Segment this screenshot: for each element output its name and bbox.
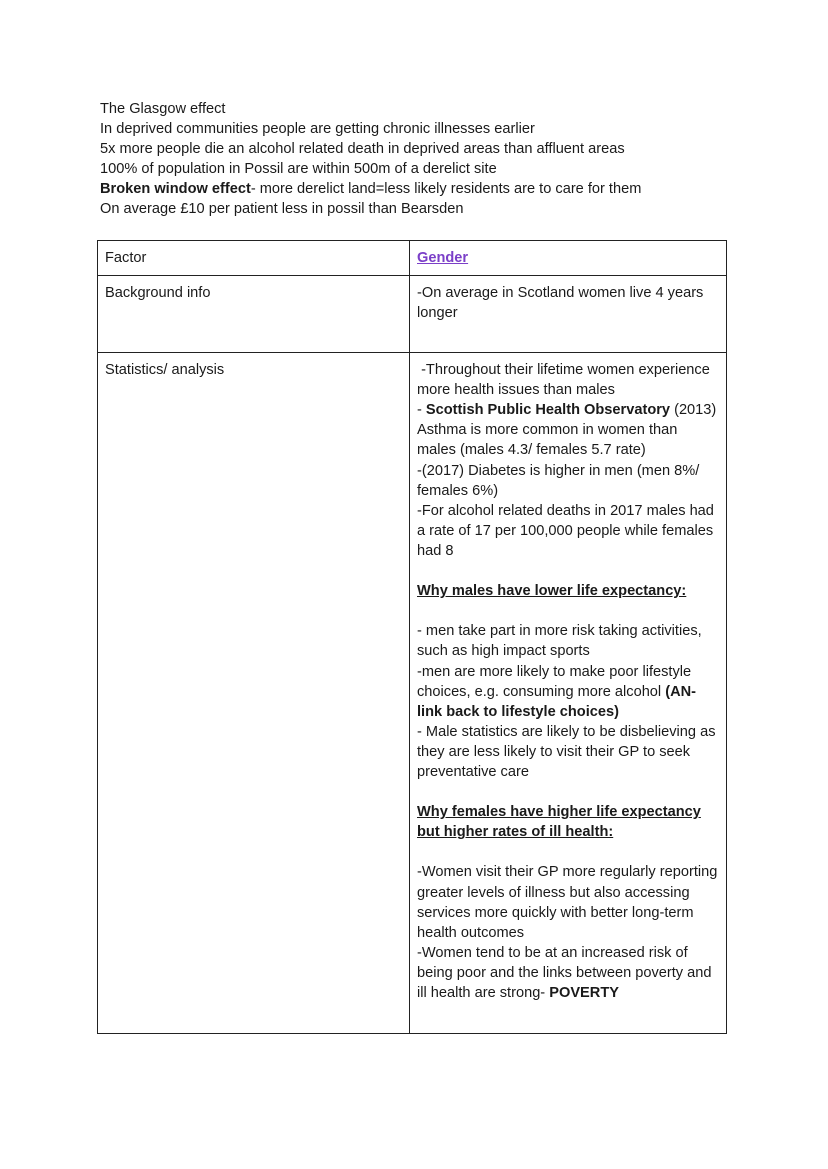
spacer: [417, 782, 719, 802]
table-row-header: [98, 241, 727, 276]
factor-label: Factor: [105, 250, 147, 266]
males-point-gp: - Male statistics are likely to be disbelieving as they are less likely to visit their GP to seek preventative care: [417, 723, 716, 780]
intro-line-possil: 100% of population in Possil are within 500m of a derelict site: [100, 161, 497, 178]
factor-label-cell: [98, 241, 410, 276]
stat-asthma-text: (2013) Asthma is more common in women than males (males 4.3/ females 5.7 rate): [417, 402, 717, 459]
females-point-poverty: [417, 943, 719, 1003]
gender-factor-table: [97, 240, 727, 1034]
background-text: -On average in Scotland women live 4 years longer: [417, 285, 704, 322]
background-label-cell: [98, 276, 410, 353]
males-point-risk: - men take part in more risk taking activities, such as high impact sports: [417, 623, 702, 660]
males-point-lifestyle: [417, 662, 719, 722]
spacer: [417, 601, 719, 621]
stat-alcohol-deaths: -For alcohol related deaths in 2017 males had a rate of 17 per 100,000 people while females had 8: [417, 502, 714, 559]
spacer: [417, 842, 719, 862]
females-heading: Why females have higher life expectancy but higher rates of ill health:: [417, 804, 701, 841]
table-row-statistics: [98, 353, 727, 1034]
statistics-label-cell: [98, 353, 410, 1034]
spacer: [417, 561, 719, 581]
intro-line-title: The Glasgow effect: [100, 101, 226, 117]
stat-diabetes: -(2017) Diabetes is higher in men (men 8%/ females 6%): [417, 462, 700, 499]
stat-asthma-prefix: -: [417, 402, 426, 419]
intro-notes: [100, 99, 760, 220]
males-heading: Why males have lower life expectancy:: [417, 583, 687, 600]
females-point-gp: -Women visit their GP more regularly reporting greater levels of illness but also accessing services more quickly with better long-term health outcomes: [417, 864, 718, 941]
intro-line-alcohol: 5x more people die an alcohol related death in deprived areas than affluent areas: [100, 141, 625, 158]
stat-source-name: Scottish Public Health Observatory: [425, 402, 671, 419]
background-label: Background info: [105, 285, 211, 302]
intro-line-broken-window: [100, 179, 760, 199]
factor-value-cell: [410, 241, 727, 276]
males-lifestyle-text: -men are more likely to make poor lifestyle choices, e.g. consuming more alcohol: [417, 663, 692, 700]
stat-lifetime-issues: -Throughout their lifetime women experience more health issues than males: [417, 362, 714, 399]
statistics-label: Statistics/ analysis: [105, 362, 225, 379]
stat-asthma: [417, 400, 719, 460]
intro-line-funding: On average £10 per patient less in possil than Bearsden: [100, 201, 464, 218]
background-text-cell: [410, 276, 727, 353]
males-lifestyle-note: (AN- link back to lifestyle choices): [417, 683, 697, 720]
poverty-keyword: POVERTY: [549, 985, 619, 1001]
broken-window-term: Broken window effect: [100, 181, 251, 198]
table-row-background: [98, 276, 727, 353]
statistics-content-cell: [410, 353, 727, 1034]
females-poverty-text: -Women tend to be at an increased risk of being poor and the links between poverty and ill health are strong-: [417, 944, 712, 1001]
intro-line-chronic: In deprived communities people are getting chronic illnesses earlier: [100, 121, 535, 138]
broken-window-definition: - more derelict land=less likely residents are to care for them: [250, 181, 642, 198]
gender-link[interactable]: Gender: [417, 250, 469, 266]
